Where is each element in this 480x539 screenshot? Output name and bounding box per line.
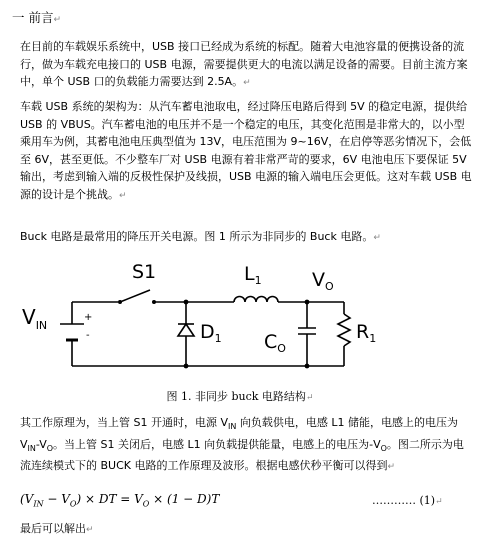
equation-number-text: ………… (1) (372, 494, 436, 507)
paragraph-1 (20, 38, 472, 93)
co-label: $C_O$ (264, 331, 286, 355)
return-mark: ↵ (53, 15, 62, 25)
vo-label: $V_O$ (312, 269, 334, 293)
paragraph-2-text: 车载 USB 系统的架构为：从汽车蓄电池取电，经过降压电路后得到 5V 的稳定电源，提供给 USB 的 VBUS。汽车蓄电池的电压并不是一个稳定的电压，其变化范围是非常大的，以小型乘用车为例，其蓄电池电压典型值为 13V，电压范围为 9~16V，在启停等恶劣情况下，会低至 6V，甚至更低。不少整车厂对 USB 电源有着非常严苛的要求，6V 电池电压下要保证 5V 输出，考虑到输入端的反极性保护及线损，USB 电源的输入端电压会更低。这对车载 USB 电源的设计是个挑战。 (20, 100, 472, 201)
eq-part-d: × (1 − D)T (149, 492, 220, 506)
paragraph-4 (20, 414, 472, 477)
eq-sub-in: IN (33, 499, 44, 509)
eq-sub-o-2: O (142, 499, 150, 509)
closing-line-text: 最后可以解出 (20, 522, 86, 535)
paragraph-3 (20, 228, 472, 248)
equation-1 (20, 492, 219, 508)
return-mark: ↵ (435, 497, 443, 507)
closing-line (20, 520, 94, 536)
p4-text-a: 其工作原理为，当上管 S1 开通时，电源 V (20, 416, 228, 429)
l1-label: $L_1$ (244, 263, 262, 287)
p4-sub-in-2: IN (27, 443, 36, 453)
buck-circuit-diagram (14, 254, 378, 380)
r1-label: $R_1$ (356, 321, 377, 345)
p4-text-i: 。图二所示为电流连续模式下的 BUCK 电路的工作原理及波形。根据电感伏秒平衡可以得到 (20, 437, 464, 473)
p4-sub-o-2: O (380, 443, 387, 453)
return-mark: ↵ (243, 78, 251, 88)
return-mark: ↵ (119, 190, 127, 201)
eq-part-a: (V (20, 492, 34, 506)
eq-sub-o-1: O (69, 499, 77, 509)
figure-caption (0, 388, 480, 404)
eq-part-c: ) × DT = V (76, 492, 143, 506)
paragraph-1-text: 在目前的车载娱乐系统中，USB 接口已经成为系统的标配。随着大电池容量的便携设备的流行，做为车载充电接口的 USB 电源，需要提供更大的电流以满足设备的需要。目前主流方案中，单个 USB 口的负载能力需要达到 2.5A。 (20, 40, 468, 88)
paragraph-2 (20, 98, 472, 205)
battery-plus-label: + (84, 312, 93, 323)
eq-part-b: − V (43, 492, 70, 506)
p4-text-e: -V (35, 437, 47, 451)
section-heading (12, 8, 61, 26)
battery-minus-label: - (86, 330, 90, 341)
figure-caption-text: 图 1. 非同步 buck 电路结构 (166, 390, 306, 403)
s1-label: S1 (132, 261, 157, 283)
d1-label: $D_1$ (200, 321, 222, 345)
return-mark: ↵ (86, 525, 94, 535)
equation-number (372, 494, 443, 507)
vin-label: $V_{IN}$ (22, 305, 48, 332)
p4-sub-o-1: O (46, 443, 54, 453)
return-mark: ↵ (387, 462, 396, 473)
section-heading-text: 一 前言 (12, 10, 54, 25)
paragraph-3-text: Buck 电路是最常用的降压开关电源。图 1 所示为非同步的 Buck 电路。 (20, 230, 374, 243)
p4-text-g: 。当上管 S1 关闭后，电感 L1 向负载提供能量，电感上的电压为-V (53, 437, 381, 451)
return-mark: ↵ (305, 393, 314, 403)
p4-sub-in-1: IN (228, 422, 237, 432)
return-mark: ↵ (373, 233, 381, 243)
p4-text-c: 向负载供电，电感 L1 储能，电感上的电压为 V (20, 416, 458, 451)
